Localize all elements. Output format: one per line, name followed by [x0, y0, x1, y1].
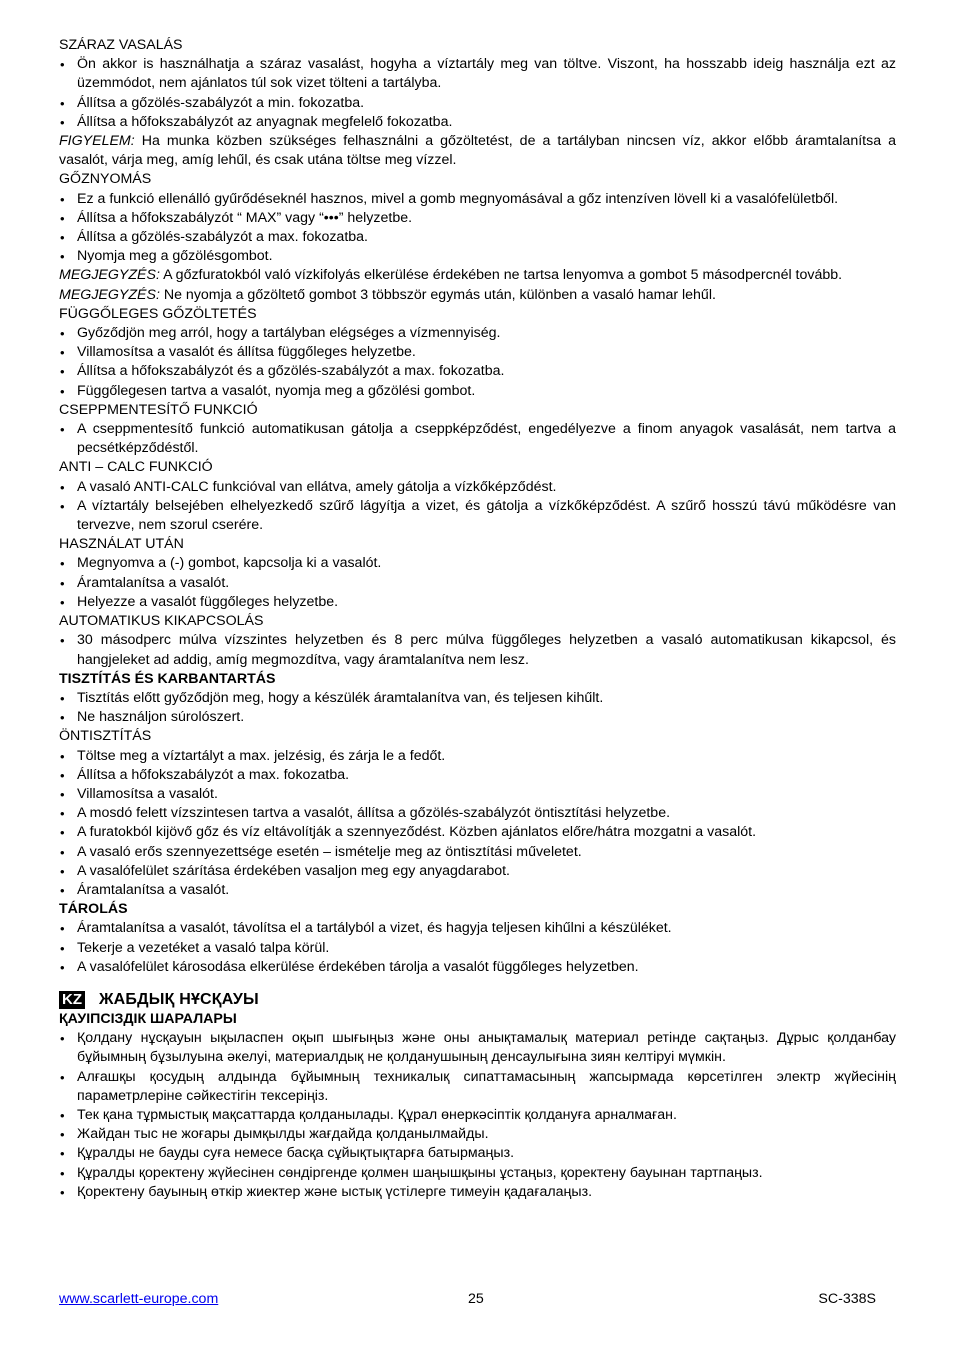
list-item: • Állítsa a hőfokszabályzót az anyagnak megfelelő fokozatba.	[59, 113, 896, 132]
list-item: • Ön akkor is használhatja a száraz vasalást, hogyha a víztartály meg van töltve. Viszont, ha hosszabb ideig használja ezt az üzemmódot, nem ajánlatos túl sok vizet tölteni a tartályba.	[59, 55, 896, 93]
list-item: • A vasaló ANTI-CALC funkcióval van ellátva, amely gátolja a vízkőképződést.	[59, 478, 896, 497]
list-item: • Қолдану нұсқауын ықыласпен оқып шығыңыз және оны анықтамалық материал ретінде сақтаңыз. Дұрыс қолданбау бұйымның бұзылуына әкелуі, материалдық не қолданушының денсаулығына зиян келтіруі мүмкін.	[59, 1029, 896, 1067]
list-item: • Állítsa a gőzölés-szabályzót a min. fokozatba.	[59, 94, 896, 113]
list-item: • Áramtalanítsa a vasalót, távolítsa el a tartályból a vizet, és hagyja teljesen kihűlni a készüléket.	[59, 919, 896, 938]
cleaning-list	[59, 689, 896, 727]
list-item: • Megnyomva a (-) gombot, kapcsolja ki a vasalót.	[59, 554, 896, 573]
note-label: MEGJEGYZÉS:	[59, 286, 160, 303]
list-item: • Áramtalanítsa a vasalót.	[59, 574, 896, 593]
list-item: • Құралды не бауды суға немесе басқа сұйықтықтарға батырмаңыз.	[59, 1144, 896, 1163]
list-item: • Állítsa a hőfokszabályzót és a gőzölés-szabályzót a max. fokozatba.	[59, 362, 896, 381]
list-item: • Tisztítás előtt győződjön meg, hogy a készülék áramtalanítva van, és teljesen kihűlt.	[59, 689, 896, 708]
list-item: • Állítsa a gőzölés-szabályzót a max. fokozatba.	[59, 228, 896, 247]
page-footer	[59, 1290, 876, 1310]
vertical-steam-list	[59, 324, 896, 401]
list-item: • Villamosítsa a vasalót.	[59, 785, 896, 804]
list-item: • Алғашқы қосудың алдында бұйымның техникалық сипаттамасының жапсырмада көрсетілген электр жүйесінің параметрлеріне сәйкестігін тексеріңіз.	[59, 1068, 896, 1106]
section-title-storage: TÁROLÁS	[59, 901, 128, 918]
list-item: • A vasalófelület szárítása érdekében vasaljon meg egy anyagdarabot.	[59, 862, 896, 881]
manual-page	[59, 36, 896, 1202]
section-title-steam-burst: GŐZNYOMÁS	[59, 171, 152, 188]
note-label: FIGYELEM:	[59, 133, 135, 150]
section-title-vertical-steam: FÜGGŐLEGES GŐZÖLTETÉS	[59, 305, 257, 322]
list-item: • A furatokból kijövő gőz és víz eltávolítják a szennyeződést. Közben ajánlatos előre/hátra mozgatni a vasalót.	[59, 823, 896, 842]
list-item: • Nyomja meg a gőzölésgombot.	[59, 247, 896, 266]
steam-burst-list	[59, 190, 896, 267]
list-item: • A mosdó felett vízszintesen tartva a vasalót, állítsa a gőzölés-szabályzót öntisztítási helyzetbe.	[59, 804, 896, 823]
language-badge: KZ	[59, 991, 85, 1009]
list-item: • A vasalófelület károsodása elkerülése érdekében tárolja a vasalót függőleges helyzetben.	[59, 958, 896, 977]
section-title-self-clean: ÖNTISZTÍTÁS	[59, 728, 152, 745]
list-item: • Állítsa a hőfokszabályzót “ MAX” vagy “•••” helyzetbe.	[59, 209, 896, 228]
website-link[interactable]: www.scarlett-europe.com	[59, 1291, 219, 1307]
list-item: • Villamosítsa a vasalót és állítsa függőleges helyzetbe.	[59, 343, 896, 362]
kz-safety-list	[59, 1029, 896, 1202]
note-paragraph	[59, 286, 896, 305]
anti-calc-list	[59, 478, 896, 536]
note-text: Ha munka közben szükséges felhasználni a gőzöltetést, de a tartályban nincsen víz, akkor előbb áramtalanítsa a vasalót, várja meg, amíg lehűl, és csak utána töltse meg vízzel.	[59, 133, 896, 169]
section-title-dry-ironing: SZÁRAZ VASALÁS	[59, 37, 183, 53]
list-item: • Töltse meg a víztartályt a max. jelzésig, és zárja le a fedőt.	[59, 747, 896, 766]
list-item: • A vasaló erős szennyezettsége esetén – ismételje meg az öntisztítási műveletet.	[59, 843, 896, 862]
section-title-auto-off: AUTOMATIKUS KIKAPCSOLÁS	[59, 613, 264, 630]
list-item: • Ez a funkció ellenálló gyűrődéseknél hasznos, mivel a gomb megnyomásával a gőz intenzíven lövell ki a vasalófelületből.	[59, 190, 896, 209]
kz-section-title: ЖАБДЫҚ НҰСҚАУЫ	[99, 991, 259, 1009]
dry-ironing-list	[59, 55, 896, 132]
model-number: SC-338S	[818, 1291, 876, 1307]
list-item: • Állítsa a hőfokszabályzót a max. fokozatba.	[59, 766, 896, 785]
list-item: • A víztartály belsejében elhelyezkedő szűrő lágyítja a vizet, és gátolja a vízkőképződést. A szűrő hosszú távú működésre van tervezve, nem szorul cserére.	[59, 497, 896, 535]
section-title-anti-calc: ANTI – CALC FUNKCIÓ	[59, 459, 213, 476]
self-clean-list	[59, 747, 896, 901]
list-item: • Függőlegesen tartva a vasalót, nyomja meg a gőzölési gombot.	[59, 382, 896, 401]
list-item: • 30 másodperc múlva vízszintes helyzetben és 8 perc múlva függőleges helyzetben a vasaló automatikusan kikapcsol, és hangjeleket ad addig, amíg megmozdítva, vagy áramtalanítva nem lesz.	[59, 631, 896, 669]
list-item: • Тек қана тұрмыстық мақсаттарда қолданылады. Құрал өнеркәсіптік қолдануға арналмаған.	[59, 1106, 896, 1125]
list-item: • Helyezze a vasalót függőleges helyzetbe.	[59, 593, 896, 612]
note-paragraph	[59, 266, 896, 285]
list-item: • Ne használjon súrolószert.	[59, 708, 896, 727]
section-title-after-use: HASZNÁLAT UTÁN	[59, 536, 184, 553]
list-item: • Áramtalanítsa a vasalót.	[59, 881, 896, 900]
attention-note	[59, 132, 896, 170]
note-text: Ne nyomja a gőzöltető gombot 3 többször egymás után, különben a vasaló hamar lehűl.	[159, 286, 716, 303]
storage-list	[59, 919, 896, 977]
section-title-anti-drip: CSEPPMENTESÍTŐ FUNKCIÓ	[59, 401, 258, 418]
list-item: • A cseppmentesítő funkció automatikusan gátolja a cseppképződést, engedélyezve a finom anyagok vasalását, nem tartva a pecsétképződéstől.	[59, 420, 896, 458]
note-label: MEGJEGYZÉS:	[59, 267, 160, 284]
list-item: • Győződjön meg arról, hogy a tartályban elégséges a vízmennyiség.	[59, 324, 896, 343]
page-number: 25	[468, 1291, 484, 1307]
after-use-list	[59, 554, 896, 612]
list-item: • Құралды қоректену жүйесінен сөндіргенде қолмен шаңышқыны ұстаңыз, қоректену бауынан тартпаңыз.	[59, 1164, 896, 1183]
auto-off-list	[59, 631, 896, 669]
section-title-cleaning: TISZTÍTÁS ÉS KARBANTARTÁS	[59, 670, 276, 687]
kz-section-header	[59, 990, 896, 1010]
list-item: • Tekerje a vezetéket a vasaló talpa körül.	[59, 939, 896, 958]
kz-safety-title: ҚАУІПСІЗДІК ШАРАЛАРЫ	[59, 1010, 237, 1027]
list-item: • Қоректену бауының өткір жиектер және ыстық үстілерге тимеуін қадағалаңыз.	[59, 1183, 896, 1202]
note-text: A gőzfuratokból való vízkifolyás elkerülése érdekében ne tartsa lenyomva a gombot 5 másodpercnél tovább.	[159, 267, 843, 284]
anti-drip-list	[59, 420, 896, 458]
list-item: • Жайдан тыс не жоғары дымқылды жағдайда қолданылмайды.	[59, 1125, 896, 1144]
